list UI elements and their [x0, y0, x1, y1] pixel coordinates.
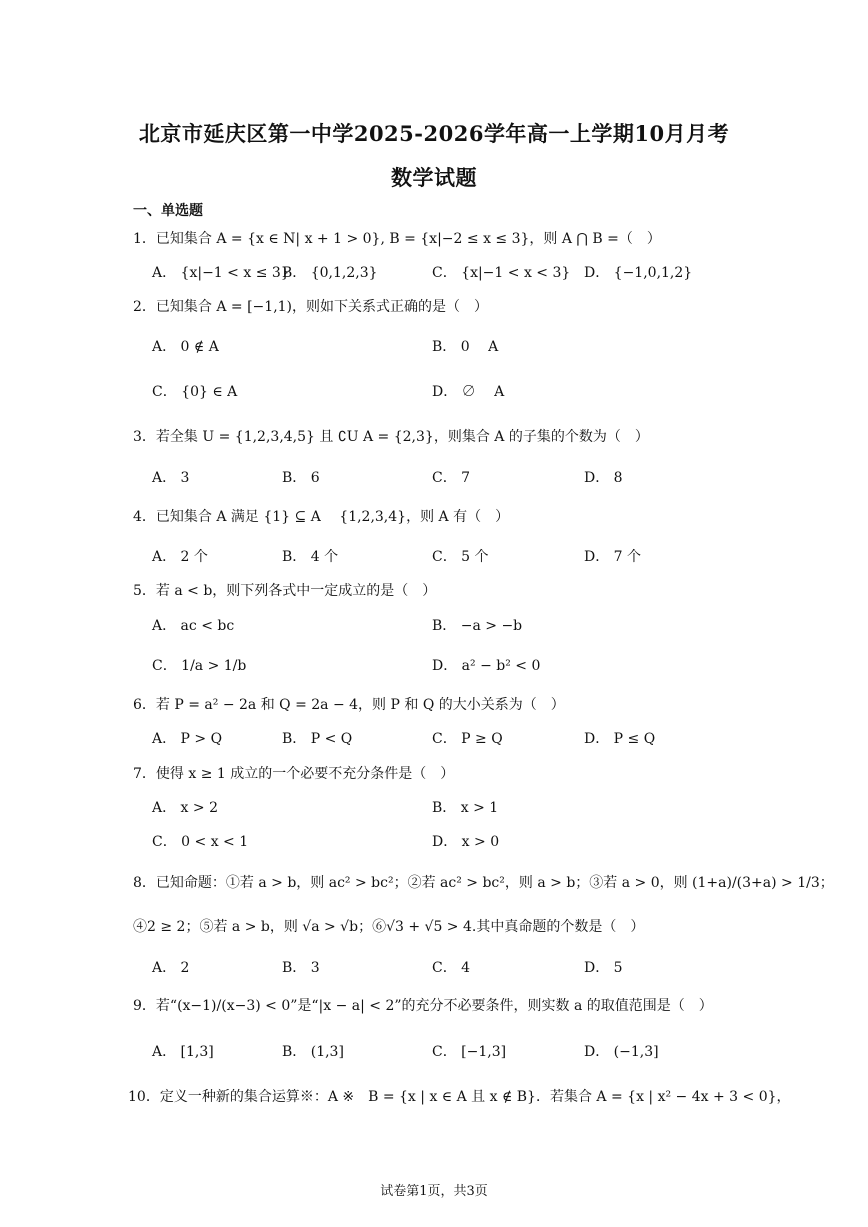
- question-9-option-b: B． (1,3]: [282, 1044, 344, 1060]
- question-8-option-b: B． 3: [282, 960, 320, 976]
- question-3-stem: 3．若全集 U = {1,2,3,4,5} 且 ∁U A = {2,3}，则集合 A 的子集的个数为（ ）: [133, 429, 649, 445]
- section-heading: 一、单选题: [133, 203, 203, 219]
- question-4-stem: 4．已知集合 A 满足 {1} ⊆ A {1,2,3,4}，则 A 有（ ）: [133, 509, 510, 525]
- question-1-option-d: D． {−1,0,1,2}: [584, 265, 693, 281]
- page-footer: 试卷第1页，共3页: [380, 1184, 488, 1199]
- question-5-option-d: D． a² − b² < 0: [432, 658, 541, 674]
- question-6-stem: 6．若 P = a² − 2a 和 Q = 2a − 4，则 P 和 Q 的大小关系为（ ）: [133, 697, 565, 713]
- question-4-option-c: C． 5 个: [432, 549, 489, 565]
- question-4-option-b: B． 4 个: [282, 549, 339, 565]
- question-2-option-a: A． 0 ∉ A: [152, 339, 219, 355]
- page-title: 北京市延庆区第一中学2025-2026学年高一上学期10月月考: [138, 121, 730, 146]
- question-1-option-b: B． {0,1,2,3}: [282, 265, 378, 281]
- question-4-option-d: D． 7 个: [584, 549, 642, 565]
- question-3-option-d: D． 8: [584, 470, 623, 486]
- question-7-option-d: D． x > 0: [432, 834, 500, 850]
- question-7-option-c: C． 0 < x < 1: [152, 834, 249, 850]
- question-6-option-d: D． P ≤ Q: [584, 731, 656, 747]
- question-2-option-c: C． {0} ∈ A: [152, 384, 238, 400]
- question-6-option-a: A． P > Q: [152, 731, 223, 747]
- question-3-option-a: A． 3: [152, 470, 190, 486]
- question-1-option-a: A． {x|−1 < x ≤ 3}: [152, 265, 290, 281]
- question-7-option-a: A． x > 2: [152, 800, 218, 816]
- question-2-stem: 2．已知集合 A = [−1,1)，则如下关系式正确的是（ ）: [133, 299, 489, 315]
- question-8-stem-continued: ④2 ≥ 2；⑤若 a > b，则 √a > √b；⑥√3 + √5 > 4.其中真命题的个数是（ ）: [133, 919, 645, 935]
- question-3-option-c: C． 7: [432, 470, 471, 486]
- question-10-stem: 10．定义一种新的集合运算※：A ※ B = {x | x ∈ A 且 x ∉ B}．若集合 A = {x | x² − 4x + 3 < 0}，: [128, 1089, 791, 1105]
- question-8-option-a: A． 2: [152, 960, 190, 976]
- question-9-option-c: C． [−1,3]: [432, 1044, 507, 1060]
- question-7-option-b: B． x > 1: [432, 800, 499, 816]
- question-4-option-a: A． 2 个: [152, 549, 208, 565]
- question-8-option-c: C． 4: [432, 960, 471, 976]
- question-5-stem: 5．若 a < b，则下列各式中一定成立的是（ ）: [133, 583, 437, 599]
- question-9-option-a: A． [1,3]: [152, 1044, 214, 1060]
- question-6-option-c: C． P ≥ Q: [432, 731, 503, 747]
- question-2-option-d: D． ∅ A: [432, 384, 505, 400]
- question-9-stem: 9．若“(x−1)/(x−3) < 0”是“|x − a| < 2”的充分不必要条件，则实数 a 的取值范围是（ ）: [133, 998, 713, 1014]
- question-5-option-b: B． −a > −b: [432, 618, 523, 634]
- page-subtitle: 数学试题: [391, 165, 477, 190]
- question-1-stem: 1．已知集合 A = {x ∈ N| x + 1 > 0}, B = {x|−2 ≤ x ≤ 3}，则 A ⋂ B =（ ）: [133, 231, 661, 247]
- question-9-option-d: D． (−1,3]: [584, 1044, 659, 1060]
- question-6-option-b: B． P < Q: [282, 731, 353, 747]
- question-3-option-b: B． 6: [282, 470, 320, 486]
- question-1-option-c: C． {x|−1 < x < 3}: [432, 265, 571, 281]
- question-8-stem: 8．已知命题：①若 a > b，则 ac² > bc²；②若 ac² > bc²，则 a > b；③若 a > 0，则 (1+a)/(3+a) > 1/3；: [133, 875, 834, 891]
- question-5-option-c: C． 1/a > 1/b: [152, 658, 247, 674]
- question-8-option-d: D． 5: [584, 960, 623, 976]
- question-5-option-a: A． ac < bc: [152, 618, 235, 634]
- question-2-option-b: B． 0 A: [432, 339, 499, 355]
- question-7-stem: 7．使得 x ≥ 1 成立的一个必要不充分条件是（ ）: [133, 766, 455, 782]
